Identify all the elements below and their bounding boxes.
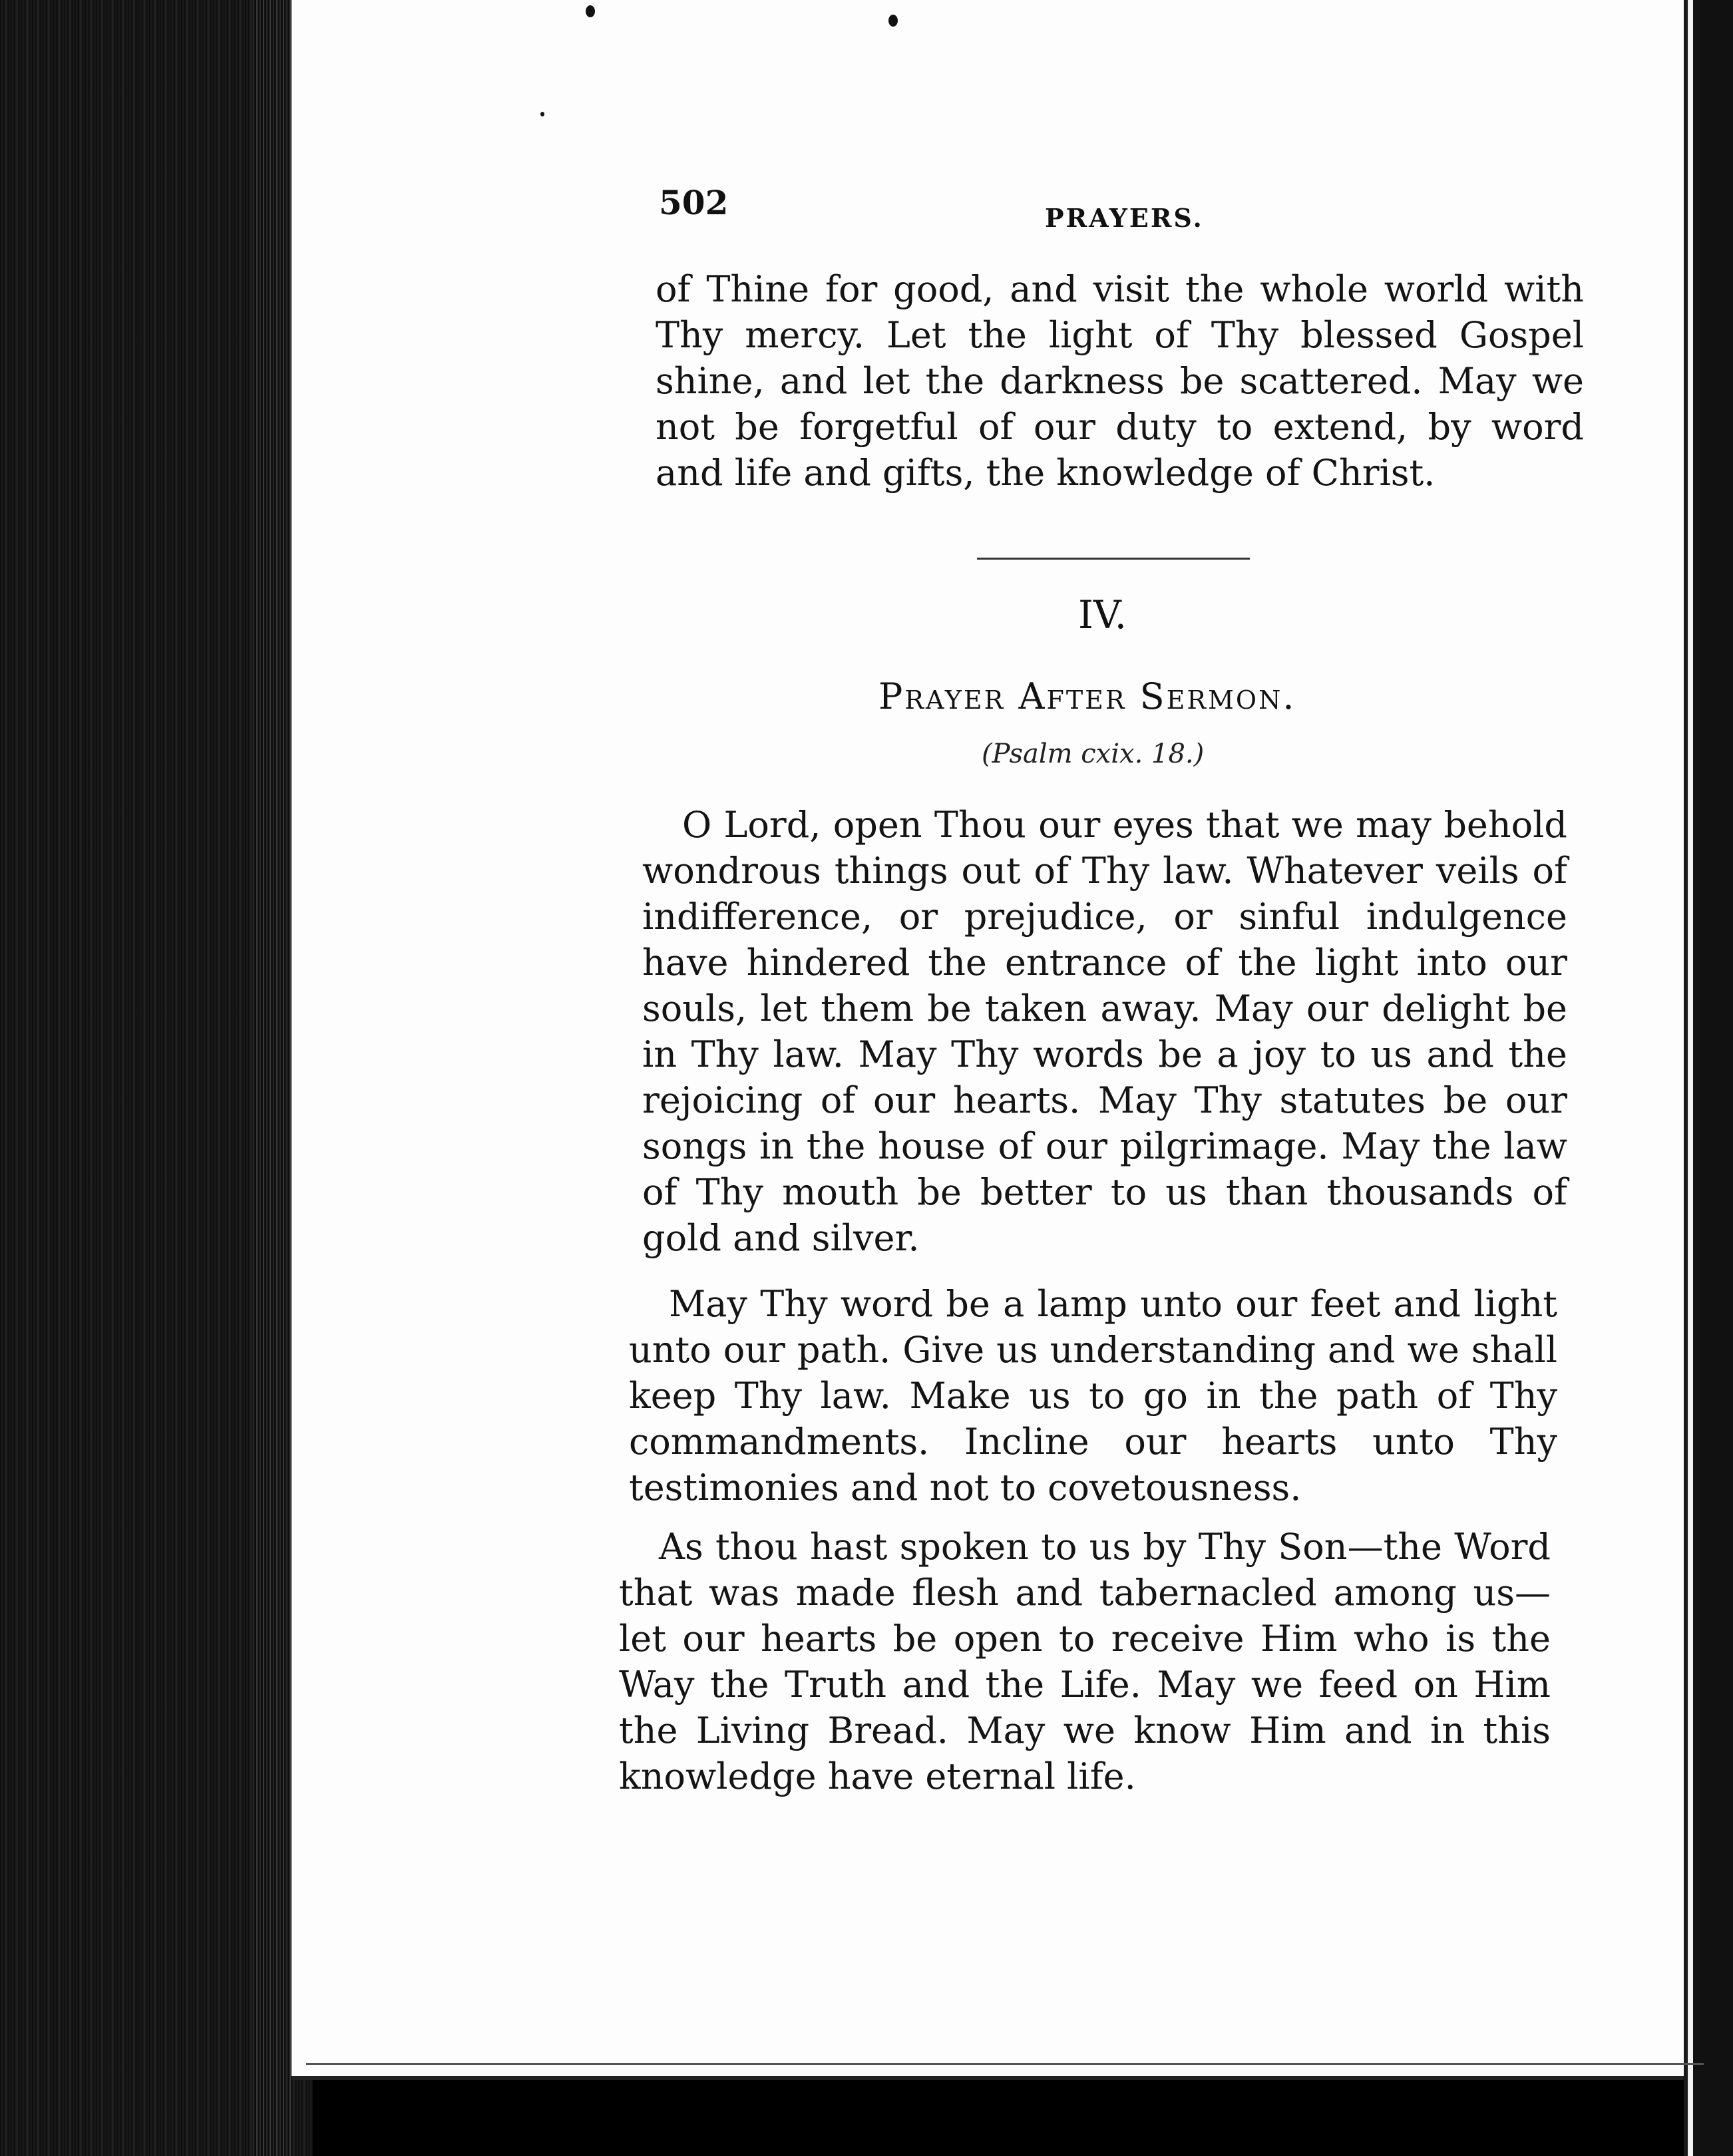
- right-scan-edge: [1684, 0, 1733, 2156]
- prayer-paragraph-3: As thou hast spoken to us by Thy Son—the Word that was made flesh and tabernacled among us—let our hearts be open to receive Him who is the Way the Truth and the Life. May we feed on Him the Living Bread. May we know Him and in this knowledge have eternal life.: [619, 1526, 1551, 1797]
- scan-speck: [888, 15, 898, 27]
- running-head: PRAYERS.: [1045, 203, 1204, 233]
- prayer-paragraph-2: May Thy word be a lamp unto our feet and light unto our path. Give us understanding and we shall keep Thy law. Make us to go in the path of Thy commandments. Incline our hearts unto Thy testimonies and not to covetousness.: [629, 1283, 1557, 1509]
- section-title: Prayer After Sermon.: [878, 675, 1296, 717]
- page-bottom-edge: [306, 2063, 1704, 2085]
- prayer-paragraph-1: O Lord, open Thou our eyes that we may behold wondrous things out of Thy law. Whatever veils of indifference, or prejudice, or sinful indulgence have hindered the entrance of the light into our souls, let them be taken away. May our delight be in Thy law. May Thy words be a joy to us and the rejoicing of our hearts. May Thy statutes be our songs in the house of our pilgrimage. May the law of Thy mouth be better to us than thousands of gold and silver.: [642, 804, 1567, 1259]
- continued-paragraph: of Thine for good, and visit the whole world with Thy mercy. Let the light of Thy blessed Gospel shine, and let the darkness be scattered. May we not be forgetful of our duty to extend, by word and life and gifts, the knowledge of Christ.: [656, 268, 1584, 494]
- page-header: [659, 183, 1604, 250]
- section-number: IV.: [1078, 592, 1127, 637]
- page-stack-edge: [253, 0, 293, 2156]
- scan-speck: [540, 112, 544, 116]
- scripture-reference: (Psalm cxix. 18.): [982, 739, 1205, 769]
- page-number: 502: [659, 183, 729, 222]
- section-divider: [977, 558, 1250, 560]
- scan-speck: [586, 5, 595, 17]
